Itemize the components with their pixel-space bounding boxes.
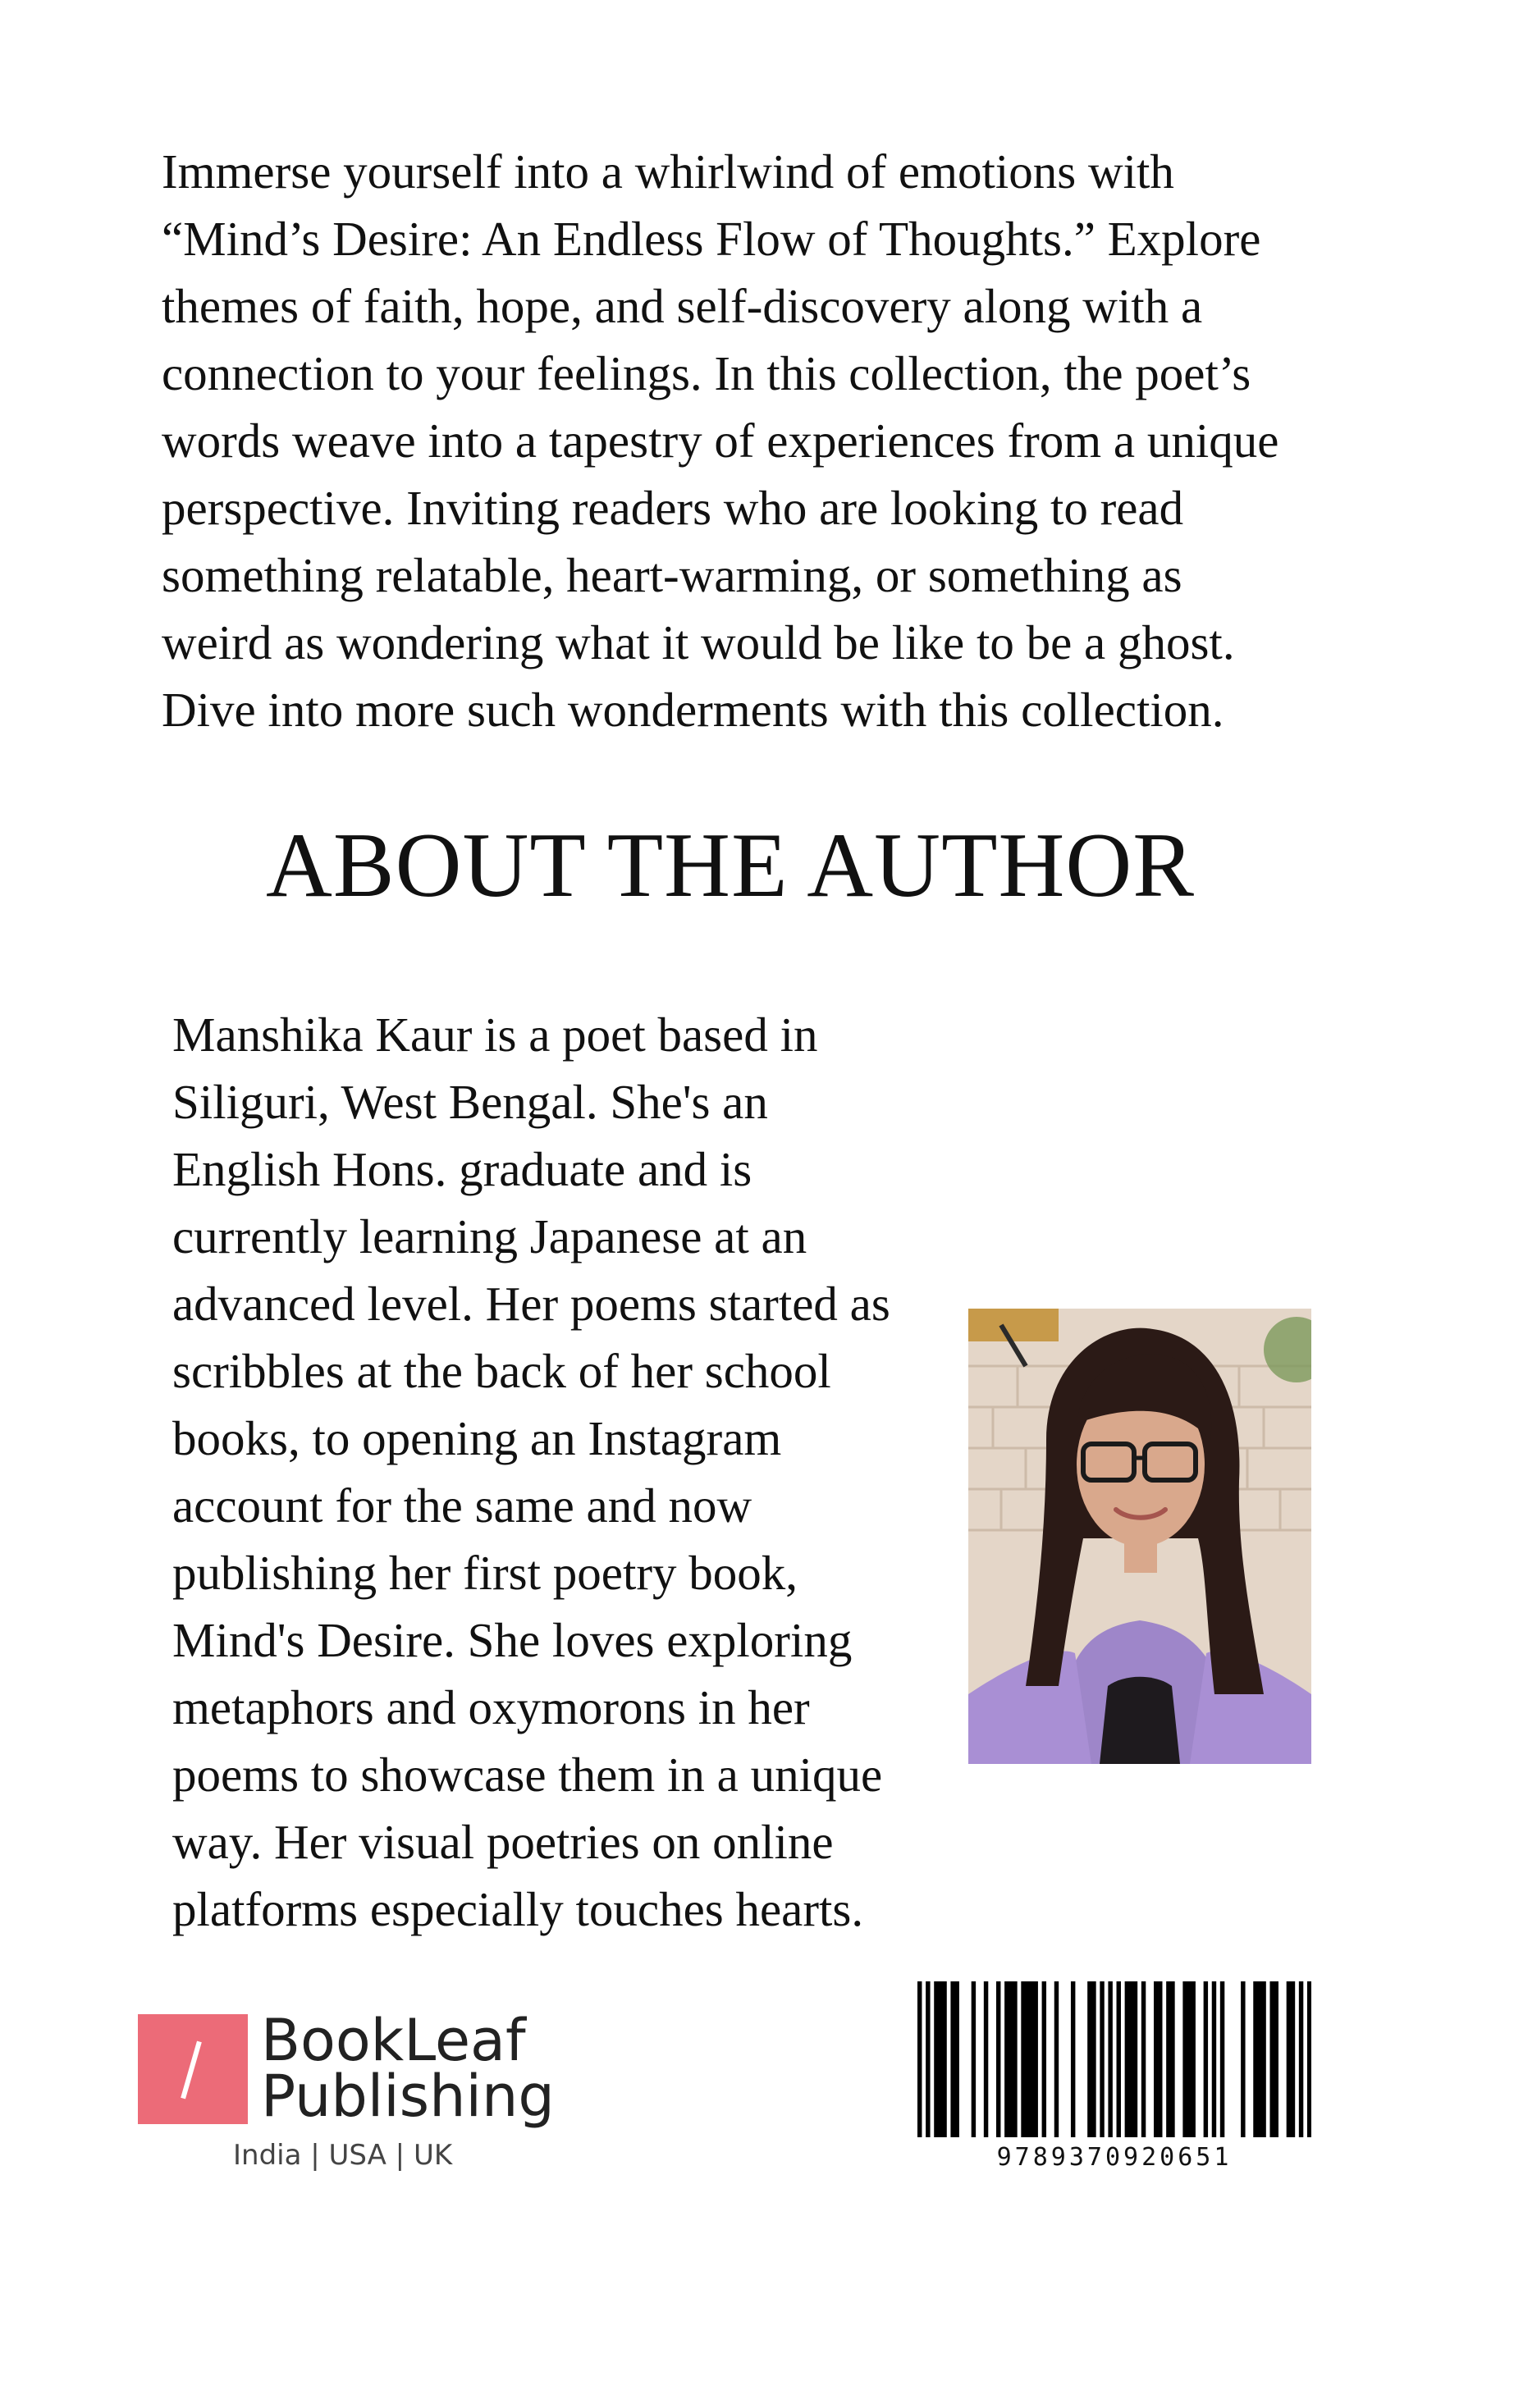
publisher-name-line1: BookLeaf <box>261 2007 526 2074</box>
barcode-bar <box>972 1981 976 2137</box>
author-bio <box>172 1001 960 1943</box>
barcode-bar <box>1253 1981 1257 2137</box>
bookleaf-slash-icon <box>138 2014 248 2124</box>
bio-line: platforms especially touches hearts. <box>172 1882 864 1936</box>
bio-line: metaphors and oxymorons in her <box>172 1680 810 1734</box>
bio-line: Mind's Desire. She loves exploring <box>172 1613 853 1667</box>
bio-line: Siliguri, West Bengal. She's an <box>172 1075 768 1129</box>
barcode-bar <box>1307 1981 1311 2137</box>
barcode-bar <box>934 1981 938 2137</box>
barcode-bar <box>1087 1981 1091 2137</box>
bio-line: books, to opening an Instagram <box>172 1411 782 1465</box>
bio-line: publishing her first poetry book, <box>172 1546 798 1600</box>
isbn-barcode <box>917 1981 1311 2137</box>
barcode-bar <box>1261 1981 1265 2137</box>
blurb-line: perspective. Inviting readers who are looking to read <box>162 481 1184 535</box>
barcode-bar <box>1133 1981 1137 2137</box>
blurb-line: something relatable, heart-warming, or something as <box>162 548 1182 602</box>
barcode-bar <box>1269 1981 1274 2137</box>
publisher-regions: India | USA | UK <box>233 2139 453 2172</box>
barcode-bar <box>938 1981 942 2137</box>
barcode-bar <box>1212 1981 1216 2137</box>
barcode-bar <box>1042 1981 1046 2137</box>
blurb-line: “Mind’s Desire: An Endless Flow of Thoughts.” Explore <box>162 212 1261 266</box>
barcode-bar <box>942 1981 946 2137</box>
barcode-bar <box>954 1981 958 2137</box>
barcode-bar <box>1117 1981 1121 2137</box>
barcode-bar <box>1071 1981 1075 2137</box>
bio-line: English Hons. graduate and is <box>172 1142 752 1196</box>
barcode-bar <box>1158 1981 1162 2137</box>
author-photo <box>968 1309 1311 1764</box>
bio-line: poems to showcase them in a unique <box>172 1748 883 1802</box>
isbn-number: 9789370920651 <box>996 2143 1233 2172</box>
barcode-bar <box>996 1981 1000 2137</box>
barcode-bar <box>1154 1981 1158 2137</box>
barcode-bar <box>1166 1981 1170 2137</box>
bio-line: Manshika Kaur is a poet based in <box>172 1008 818 1062</box>
barcode-bar <box>1029 1981 1033 2137</box>
blurb-line: Immerse yourself into a whirlwind of emotions with <box>162 144 1174 199</box>
barcode-bar <box>1091 1981 1095 2137</box>
barcode-bar <box>1025 1981 1029 2137</box>
barcode-bar <box>1182 1981 1187 2137</box>
barcode-bar <box>1170 1981 1174 2137</box>
barcode-bar <box>1187 1981 1191 2137</box>
publisher-name-line2: Publishing <box>261 2063 555 2130</box>
barcode-bar <box>1299 1981 1303 2137</box>
blurb-line: words weave into a tapestry of experiences from a unique <box>162 414 1279 468</box>
barcode-bar <box>1257 1981 1261 2137</box>
about-author-heading: ABOUT THE AUTHOR <box>266 815 1195 916</box>
barcode-bar <box>1241 1981 1245 2137</box>
barcode-bar <box>1291 1981 1295 2137</box>
barcode-bar <box>1021 1981 1025 2137</box>
barcode-bar <box>1004 1981 1009 2137</box>
bio-line: currently learning Japanese at an <box>172 1209 807 1263</box>
barcode-bar <box>1191 1981 1195 2137</box>
blurb-line: themes of faith, hope, and self-discovery along with a <box>162 279 1203 333</box>
barcode-bar <box>984 1981 988 2137</box>
bio-line: account for the same and now <box>172 1478 752 1533</box>
blurb-line: weird as wondering what it would be like to be a ghost. <box>162 615 1235 669</box>
barcode-bar <box>1100 1981 1104 2137</box>
blurb-line: Dive into more such wonderments with this collection. <box>162 683 1224 737</box>
blurb-line: connection to your feelings. In this collection, the poet’s <box>162 346 1251 400</box>
barcode-bar <box>1125 1981 1129 2137</box>
bio-line: advanced level. Her poems started as <box>172 1277 890 1331</box>
author-photo-illustration <box>968 1309 1311 1764</box>
barcode-bar <box>950 1981 954 2137</box>
publisher-logo <box>138 2007 597 2178</box>
bio-line: scribbles at the back of her school <box>172 1344 831 1398</box>
barcode-bar <box>1287 1981 1291 2137</box>
barcode-bar <box>1013 1981 1017 2137</box>
barcode-bar <box>1204 1981 1208 2137</box>
book-blurb <box>162 138 1376 743</box>
bio-line: way. Her visual poetries on online <box>172 1815 834 1869</box>
barcode-bar <box>1054 1981 1059 2137</box>
barcode-bar <box>1274 1981 1278 2137</box>
barcode-bar <box>926 1981 930 2137</box>
barcode-bar <box>1033 1981 1037 2137</box>
barcode-bar <box>917 1981 922 2137</box>
barcode-bar <box>1108 1981 1112 2137</box>
barcode-bar <box>1141 1981 1146 2137</box>
barcode-bar <box>1220 1981 1224 2137</box>
barcode-bar <box>1129 1981 1133 2137</box>
barcode-bar <box>1009 1981 1013 2137</box>
